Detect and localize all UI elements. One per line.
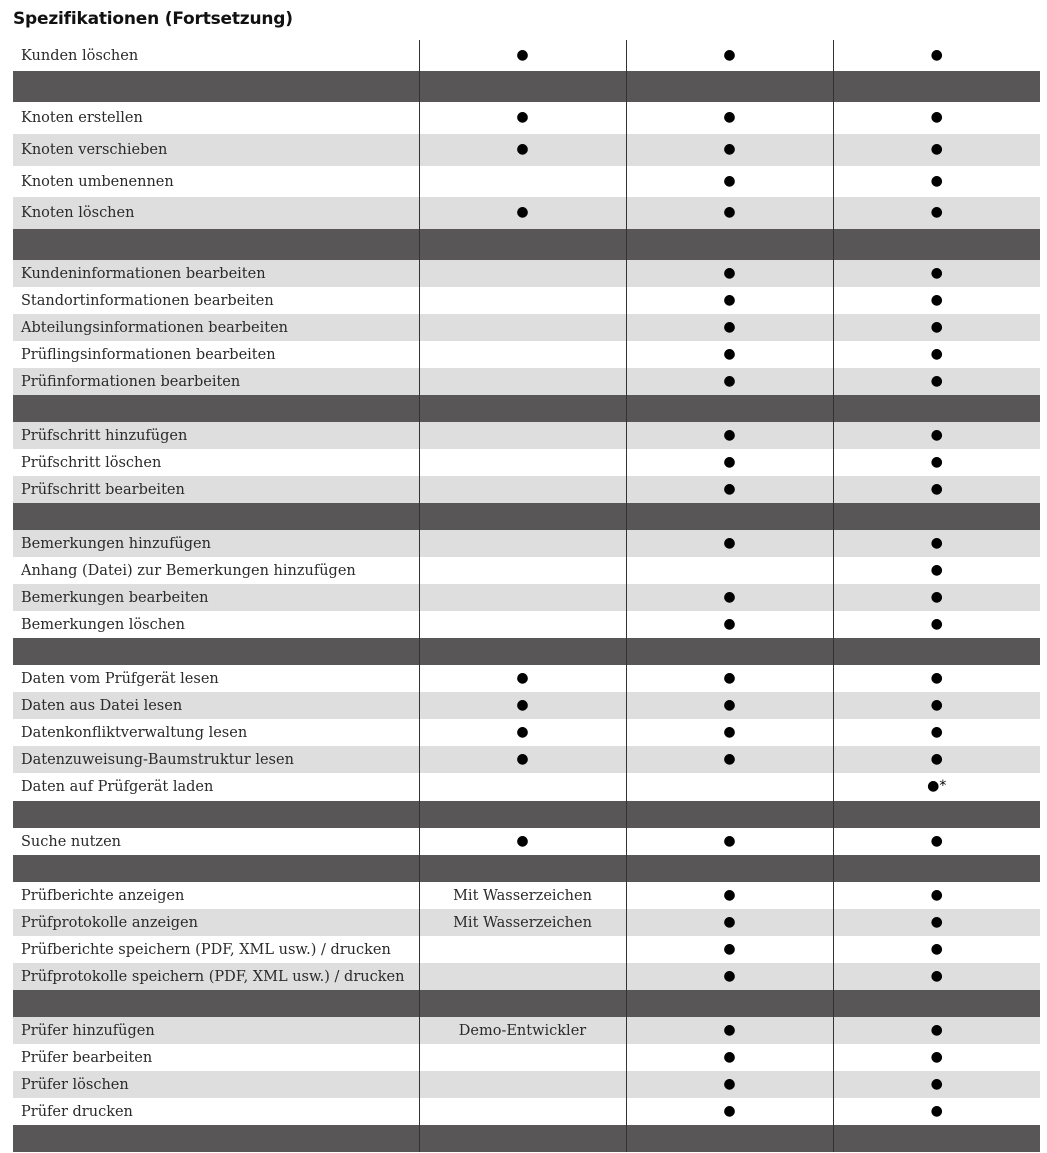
bullet-icon: ● [723,1021,736,1038]
value-cell-col-2 [626,611,833,638]
value-cell-col-1 [419,746,626,773]
value-text: Demo-Entwickler [458,1022,587,1039]
value-cell-col-2 [626,1044,833,1071]
value-cell-col-2 [626,584,833,611]
table-row [13,530,1040,557]
separator-cell [419,801,626,828]
bullet-icon: ● [930,46,943,63]
value-cell-col-2 [626,287,833,314]
separator-cell [13,1125,419,1152]
value-cell-col-1 [419,963,626,990]
bullet-icon: ● [723,913,736,930]
bullet-icon: ● [516,696,529,713]
value-cell-col-1 [419,1098,626,1125]
value-cell-col-1 [419,40,626,71]
value-cell-col-3 [833,134,1040,166]
table-row [13,40,1040,71]
bullet-icon: ● [723,141,736,157]
bullet-icon: ● [930,886,943,903]
value-cell-col-3 [833,746,1040,773]
value-cell-col-3 [833,557,1040,584]
table-row [13,260,1040,287]
section-separator-row [13,855,1040,882]
value-cell-col-1 [419,260,626,287]
value-cell-col-3 [833,197,1040,229]
value-cell-col-3 [833,1017,1040,1044]
bullet-icon: ● [930,1021,943,1038]
value-cell-col-2 [626,909,833,936]
table-row [13,1017,1040,1044]
value-cell-col-2 [626,1017,833,1044]
row-label: Prüfer löschen [13,1071,419,1098]
row-label: Standortinformationen bearbeiten [13,287,419,314]
value-cell-col-2 [626,773,833,801]
value-cell-col-2 [626,166,833,197]
value-cell-col-1 [419,1017,626,1044]
spec-table-body [13,40,1040,1152]
value-cell-col-2 [626,828,833,855]
section-separator-row [13,638,1040,665]
row-label: Kunden löschen [13,40,419,71]
separator-cell [419,71,626,102]
value-cell-col-3 [833,963,1040,990]
bullet-icon: ● [930,345,943,362]
value-cell-col-1 [419,665,626,692]
value-cell-col-3 [833,828,1040,855]
row-label: Prüfschritt hinzufügen [13,422,419,449]
row-label: Datenkonfliktverwaltung lesen [13,719,419,746]
value-cell-col-3 [833,719,1040,746]
bullet-icon: ● [723,264,736,281]
bullet-icon: ● [930,1048,943,1065]
value-cell-col-3 [833,40,1040,71]
section-separator-row [13,395,1040,422]
separator-cell [13,395,419,422]
section-separator-row [13,801,1040,828]
table-row [13,1044,1040,1071]
bullet-icon: ● [930,318,943,335]
value-cell-col-2 [626,197,833,229]
bullet-icon: ● [723,46,736,63]
value-cell-col-2 [626,963,833,990]
separator-cell [626,801,833,828]
bullet-icon: ● [723,109,736,125]
table-row [13,314,1040,341]
table-row [13,773,1040,801]
value-cell-col-2 [626,422,833,449]
bullet-icon: ● [930,291,943,308]
row-label: Knoten löschen [13,197,419,229]
value-cell-col-3 [833,882,1040,909]
value-cell-col-1 [419,197,626,229]
value-cell-col-2 [626,882,833,909]
bullet-icon: ● [930,832,943,849]
table-row [13,909,1040,936]
bullet-icon: ● [516,669,529,686]
value-cell-col-3 [833,368,1040,395]
value-cell-col-1 [419,584,626,611]
bullet-icon: ● [723,588,736,605]
value-cell-col-3 [833,692,1040,719]
value-cell-col-3 [833,1044,1040,1071]
value-cell-col-2 [626,368,833,395]
value-cell-col-1 [419,341,626,368]
value-cell-col-1 [419,828,626,855]
value-text: Mit Wasserzeichen [453,914,592,931]
row-label: Prüfprotokolle speichern (PDF, XML usw.) / drucken [13,963,419,990]
value-cell-col-1 [419,611,626,638]
value-text: Mit Wasserzeichen [453,887,592,904]
separator-cell [419,229,626,260]
value-cell-col-3 [833,166,1040,197]
table-row [13,557,1040,584]
bullet-icon: ● [930,1102,943,1119]
row-label: Prüfer bearbeiten [13,1044,419,1071]
row-label: Prüfer hinzufügen [13,1017,419,1044]
value-cell-col-3 [833,102,1040,134]
separator-cell [13,801,419,828]
separator-cell [833,990,1040,1017]
separator-cell [13,503,419,530]
value-cell-col-3 [833,773,1040,801]
row-label: Prüflingsinformationen bearbeiten [13,341,419,368]
value-cell-col-2 [626,314,833,341]
table-row [13,584,1040,611]
value-cell-col-1 [419,368,626,395]
table-row [13,963,1040,990]
table-row [13,476,1040,503]
bullet-icon: ● [516,832,529,849]
table-row [13,611,1040,638]
bullet-icon: ● [930,109,943,125]
bullet-icon: ● [723,453,736,470]
row-label: Prüfberichte speichern (PDF, XML usw.) / drucken [13,936,419,963]
bullet-icon: ● [723,1075,736,1092]
value-cell-col-2 [626,40,833,71]
row-label: Suche nutzen [13,828,419,855]
value-cell-col-2 [626,476,833,503]
row-label: Prüfschritt löschen [13,449,419,476]
value-cell-col-2 [626,134,833,166]
row-label: Bemerkungen löschen [13,611,419,638]
separator-cell [626,990,833,1017]
bullet-icon: ● [723,750,736,767]
value-cell-col-3 [833,909,1040,936]
separator-cell [13,638,419,665]
bullet-icon: ● [930,967,943,984]
value-cell-col-1 [419,422,626,449]
separator-cell [626,1125,833,1152]
value-cell-col-3 [833,314,1040,341]
table-row [13,341,1040,368]
bullet-icon: ● [723,426,736,443]
bullet-icon: ● [723,534,736,551]
separator-cell [833,503,1040,530]
bullet-icon: ● [930,750,943,767]
value-cell-col-1 [419,692,626,719]
value-cell-col-1 [419,476,626,503]
bullet-icon: ● [930,940,943,957]
value-cell-col-2 [626,102,833,134]
value-cell-col-2 [626,449,833,476]
table-row [13,882,1040,909]
separator-cell [626,71,833,102]
section-separator-row [13,1125,1040,1152]
value-cell-col-3 [833,449,1040,476]
value-cell-col-3 [833,584,1040,611]
table-row [13,102,1040,134]
value-cell-col-1 [419,773,626,801]
bullet-icon: ● [930,913,943,930]
bullet-icon: ● [723,967,736,984]
value-cell-col-1 [419,449,626,476]
table-row [13,665,1040,692]
bullet-icon: ● [723,940,736,957]
separator-cell [833,71,1040,102]
row-label: Abteilungsinformationen bearbeiten [13,314,419,341]
table-row [13,828,1040,855]
value-cell-col-1 [419,314,626,341]
value-cell-col-2 [626,530,833,557]
row-label: Bemerkungen bearbeiten [13,584,419,611]
value-cell-col-2 [626,936,833,963]
row-label: Daten vom Prüfgerät lesen [13,665,419,692]
row-label: Prüfer drucken [13,1098,419,1125]
separator-cell [419,855,626,882]
value-cell-col-3 [833,260,1040,287]
section-separator-row [13,503,1040,530]
table-row [13,166,1040,197]
table-row [13,1071,1040,1098]
row-label: Knoten erstellen [13,102,419,134]
bullet-icon: ● [516,141,529,157]
value-cell-col-3 [833,611,1040,638]
separator-cell [419,503,626,530]
bullet-icon: ● [723,615,736,632]
table-row [13,936,1040,963]
separator-cell [13,229,419,260]
table-row [13,746,1040,773]
bullet-icon: ●* [927,778,947,794]
value-cell-col-1 [419,909,626,936]
bullet-icon: ● [723,345,736,362]
value-cell-col-3 [833,530,1040,557]
separator-cell [13,855,419,882]
bullet-icon: ● [930,204,943,220]
table-row [13,134,1040,166]
value-cell-col-2 [626,341,833,368]
value-cell-col-1 [419,1044,626,1071]
table-row [13,692,1040,719]
separator-cell [833,1125,1040,1152]
bullet-icon: ● [723,204,736,220]
bullet-icon: ● [930,264,943,281]
table-row [13,197,1040,229]
separator-cell [626,395,833,422]
row-label: Daten auf Prüfgerät laden [13,773,419,801]
table-row [13,719,1040,746]
separator-cell [833,229,1040,260]
separator-cell [626,638,833,665]
bullet-icon: ● [723,886,736,903]
bullet-icon: ● [930,426,943,443]
row-label: Anhang (Datei) zur Bemerkungen hinzufügen [13,557,419,584]
bullet-icon: ● [723,480,736,497]
bullet-icon: ● [516,109,529,125]
value-cell-col-1 [419,166,626,197]
bullet-icon: ● [930,615,943,632]
separator-cell [626,855,833,882]
row-label: Kundeninformationen bearbeiten [13,260,419,287]
bullet-icon: ● [930,561,943,578]
row-label: Knoten verschieben [13,134,419,166]
value-cell-col-2 [626,746,833,773]
row-label: Bemerkungen hinzufügen [13,530,419,557]
separator-cell [833,395,1040,422]
row-label: Daten aus Datei lesen [13,692,419,719]
value-cell-col-2 [626,1098,833,1125]
separator-cell [419,638,626,665]
separator-cell [626,503,833,530]
page-title: Spezifikationen (Fortsetzung) [13,9,293,29]
bullet-icon: ● [930,534,943,551]
bullet-icon: ● [930,141,943,157]
separator-cell [13,71,419,102]
value-cell-col-1 [419,1071,626,1098]
bullet-icon: ● [723,372,736,389]
bullet-icon: ● [723,832,736,849]
value-cell-col-2 [626,1071,833,1098]
value-cell-col-3 [833,1098,1040,1125]
bullet-icon: ● [723,669,736,686]
separator-cell [626,229,833,260]
table-row [13,1098,1040,1125]
value-cell-col-1 [419,530,626,557]
separator-cell [419,395,626,422]
table-row [13,422,1040,449]
separator-cell [833,638,1040,665]
table-row [13,368,1040,395]
bullet-icon: ● [930,669,943,686]
value-cell-col-1 [419,936,626,963]
bullet-icon: ● [930,372,943,389]
separator-cell [833,801,1040,828]
row-label: Knoten umbenennen [13,166,419,197]
value-cell-col-1 [419,287,626,314]
bullet-icon: ● [930,172,943,189]
value-cell-col-1 [419,102,626,134]
value-cell-col-1 [419,557,626,584]
value-cell-col-3 [833,476,1040,503]
bullet-icon: ● [723,696,736,713]
table-row [13,287,1040,314]
separator-cell [833,855,1040,882]
bullet-icon: ● [516,723,529,740]
value-cell-col-3 [833,665,1040,692]
value-cell-col-3 [833,287,1040,314]
bullet-icon: ● [723,723,736,740]
bullet-icon: ● [930,1075,943,1092]
bullet-icon: ● [930,696,943,713]
separator-cell [419,1125,626,1152]
value-cell-col-1 [419,134,626,166]
section-separator-row [13,229,1040,260]
bullet-icon: ● [723,1102,736,1119]
table-row [13,449,1040,476]
value-cell-col-1 [419,719,626,746]
section-separator-row [13,990,1040,1017]
bullet-icon: ● [930,588,943,605]
row-label: Prüfberichte anzeigen [13,882,419,909]
bullet-icon: ● [930,453,943,470]
row-label: Prüfprotokolle anzeigen [13,909,419,936]
value-cell-col-3 [833,341,1040,368]
bullet-icon: ● [723,172,736,189]
value-cell-col-2 [626,260,833,287]
separator-cell [13,990,419,1017]
row-label: Prüfschritt bearbeiten [13,476,419,503]
value-cell-col-1 [419,882,626,909]
bullet-icon: ● [723,1048,736,1065]
value-cell-col-2 [626,557,833,584]
bullet-icon: ● [516,204,529,220]
value-cell-col-2 [626,665,833,692]
bullet-icon: ● [930,723,943,740]
spec-table [13,40,1040,1152]
bullet-icon: ● [723,318,736,335]
bullet-icon: ● [723,291,736,308]
row-label: Datenzuweisung-Baumstruktur lesen [13,746,419,773]
section-separator-row [13,71,1040,102]
value-cell-col-2 [626,719,833,746]
separator-cell [419,990,626,1017]
value-cell-col-2 [626,692,833,719]
bullet-icon: ● [930,480,943,497]
row-label: Prüfinformationen bearbeiten [13,368,419,395]
bullet-icon: ● [516,750,529,767]
value-cell-col-3 [833,422,1040,449]
bullet-icon: ● [516,46,529,63]
value-cell-col-3 [833,936,1040,963]
value-cell-col-3 [833,1071,1040,1098]
